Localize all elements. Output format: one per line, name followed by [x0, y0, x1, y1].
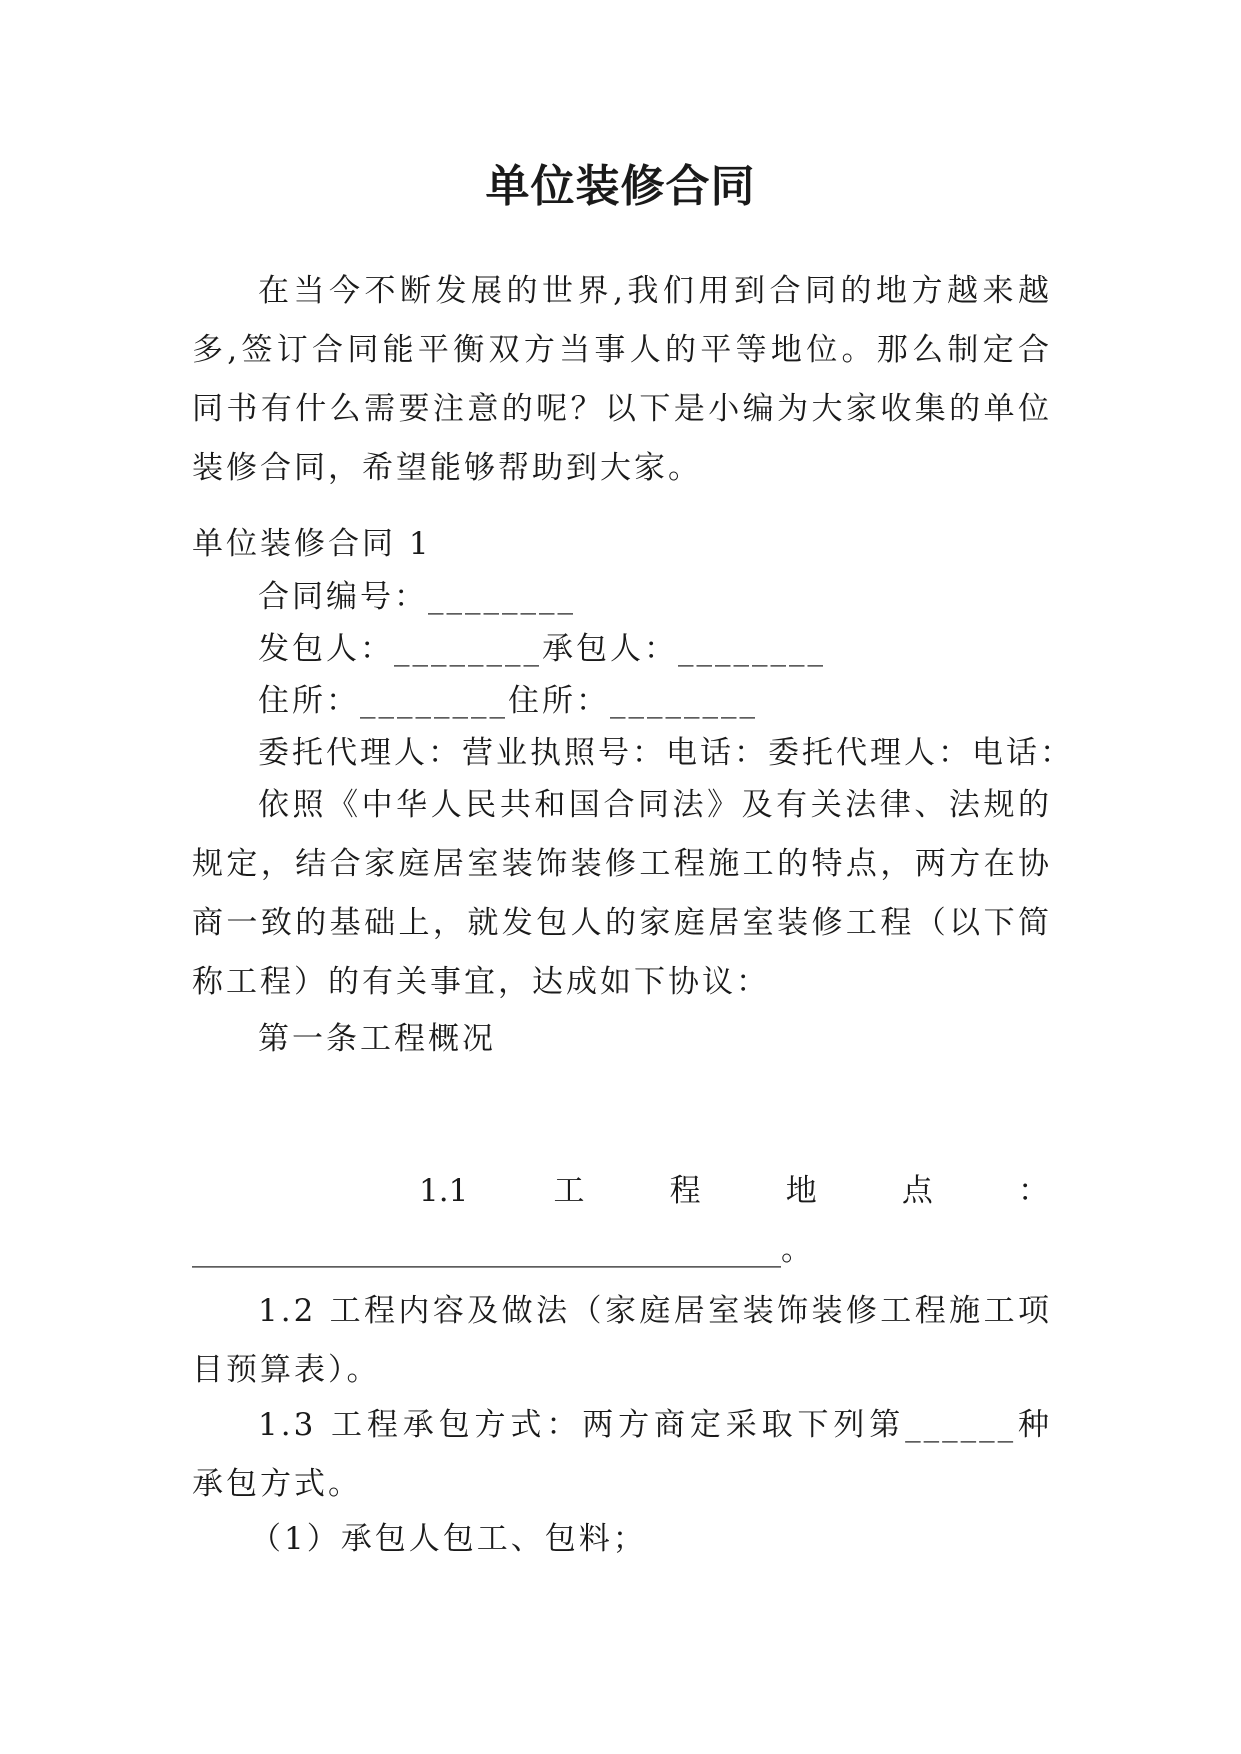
basis-paragraph: 依照《中华人民共和国合同法》及有关法律、法规的规定，结合家庭居室装饰装修工程施工的特点，两方在协商一致的基础上，就发包人的家庭居室装修工程（以下简称工程）的有关事宜，达成如下协议： — [192, 787, 1052, 1000]
item-1-1-blank: ______________________________________。 — [192, 1232, 812, 1268]
item-1-3: 1.3 工程承包方式：两方商定采取下列第______种承包方式。 — [192, 1407, 1052, 1502]
item-1-1-char: 地 — [785, 1173, 817, 1209]
section-heading: 单位装修合同 1 — [192, 526, 432, 562]
intro-paragraph: 在当今不断发展的世界,我们用到合同的地方越来越多,签订合同能平衡双方当事人的平等地位。那么制定合同书有什么需要注意的呢？以下是小编为大家收集的单位装修合同，希望能够帮助到大家。 — [192, 273, 1052, 486]
option-1: （1）承包人包工、包料； — [250, 1521, 647, 1557]
article-1-heading: 第一条工程概况 — [258, 1021, 496, 1057]
item-1-1-heading — [419, 1162, 1049, 1221]
item-1-1-char: ： — [1017, 1173, 1049, 1209]
item-1-1-char: 工 — [553, 1173, 585, 1209]
parties-line: 发包人：________承包人：________ — [258, 631, 826, 667]
address-line: 住所：________住所：________ — [258, 683, 758, 719]
item-1-1-char: 点 — [901, 1173, 933, 1209]
document-title: 单位装修合同 — [485, 161, 756, 212]
item-1-2: 1.2 工程内容及做法（家庭居室装饰装修工程施工项目预算表）。 — [192, 1293, 1052, 1388]
item-1-1-char: 程 — [669, 1173, 701, 1209]
contract-number-line: 合同编号：________ — [258, 579, 576, 615]
agents-line: 委托代理人：营业执照号：电话：委托代理人：电话： — [258, 735, 1074, 771]
item-1-1-number: 1.1 — [419, 1173, 469, 1209]
